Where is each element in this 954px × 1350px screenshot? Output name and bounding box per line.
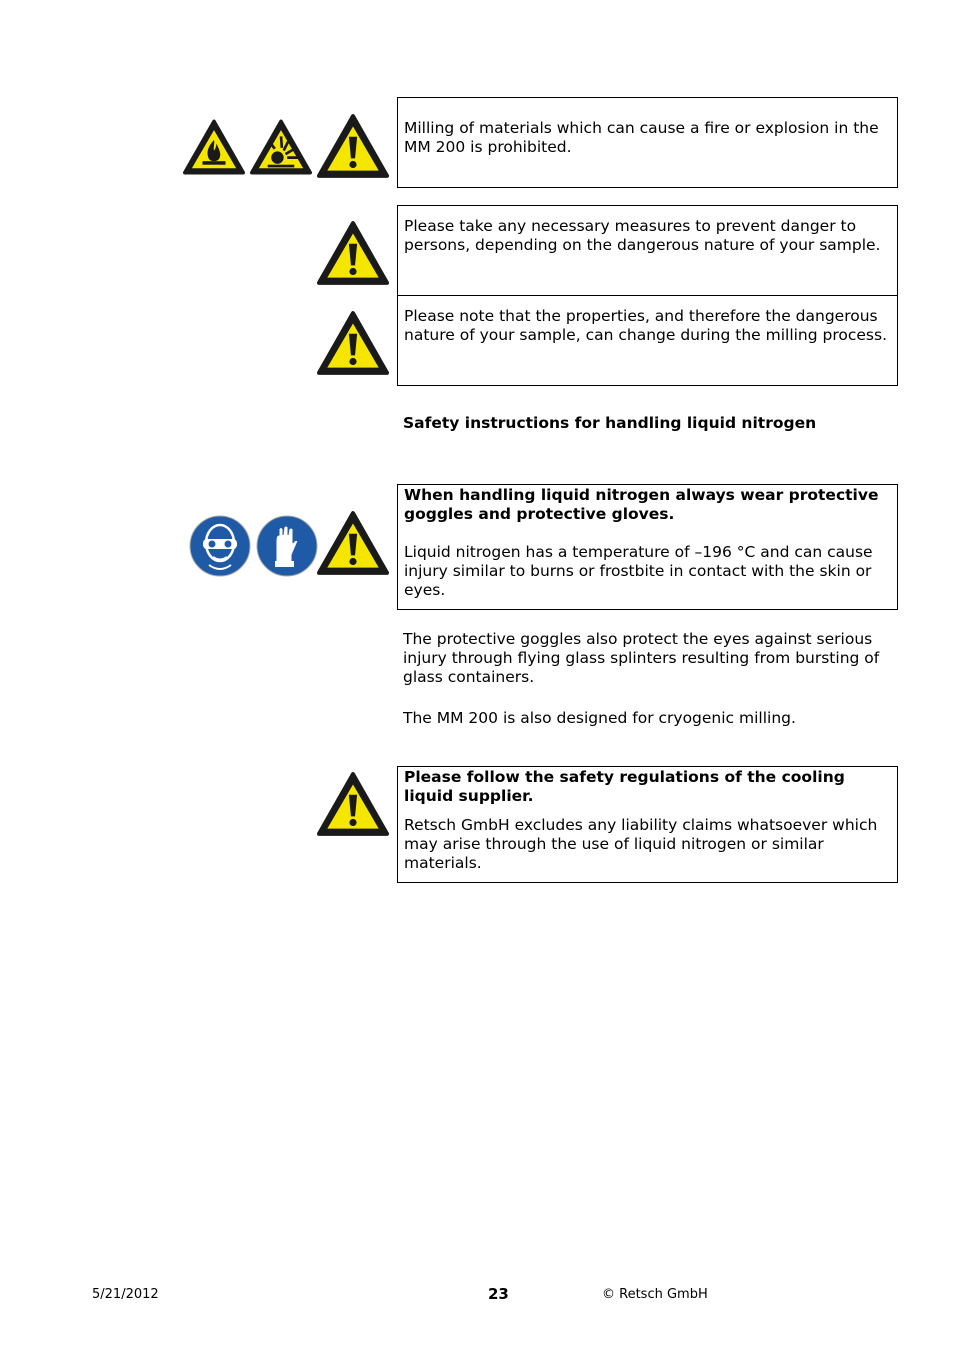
general-warning-icon [317,510,389,581]
flammable-icon [183,118,245,181]
warning-text: Please note that the properties, and therefore the dangerous nature of your sample, can change during the milling process. [404,307,888,344]
general-warning-icon [317,113,389,184]
nitrogen-warning-text: Liquid nitrogen has a temperature of –196 °C and can cause injury similar to burns or frostbite in contact with the skin or eyes. [404,543,873,599]
cooling-warning-text: Retsch GmbH excludes any liability claims whatsoever which may arise through the use of liquid nitrogen or similar materials. [404,816,878,872]
general-warning-icon [317,771,389,842]
page-number: 23 [488,1285,509,1303]
cooling-warning-box [397,766,898,883]
general-warning-icon [317,220,389,291]
section-heading: Safety instructions for handling liquid nitrogen [403,414,817,432]
general-warning-icon [317,310,389,381]
nitrogen-warning-bold: When handling liquid nitrogen always wear protective goggles and protective gloves. [404,486,879,523]
goggles-paragraph: The protective goggles also protect the eyes against serious injury through flying glass splinters resulting from bursting of glass containers. [403,630,880,686]
warning-text: Please take any necessary measures to prevent danger to persons, depending on the dangerous nature of your sample. [404,217,881,254]
cooling-warning-bold: Please follow the safety regulations of the cooling liquid supplier. [404,768,845,805]
footer-copyright: © Retsch GmbH [602,1287,708,1302]
explosive-icon [250,118,312,181]
warning-box-fire-explosion [397,97,898,188]
warning-box-properties-change [397,295,898,386]
gloves-mandatory-icon [256,515,318,582]
footer-date: 5/21/2012 [92,1287,159,1302]
warning-text: Milling of materials which can cause a fire or explosion in the MM 200 is prohibited. [404,119,879,156]
warning-box-prevent-danger [397,205,898,296]
goggles-mandatory-icon [189,515,251,582]
cryogenic-paragraph: The MM 200 is also designed for cryogenic milling. [403,709,796,727]
nitrogen-warning-box [397,484,898,610]
